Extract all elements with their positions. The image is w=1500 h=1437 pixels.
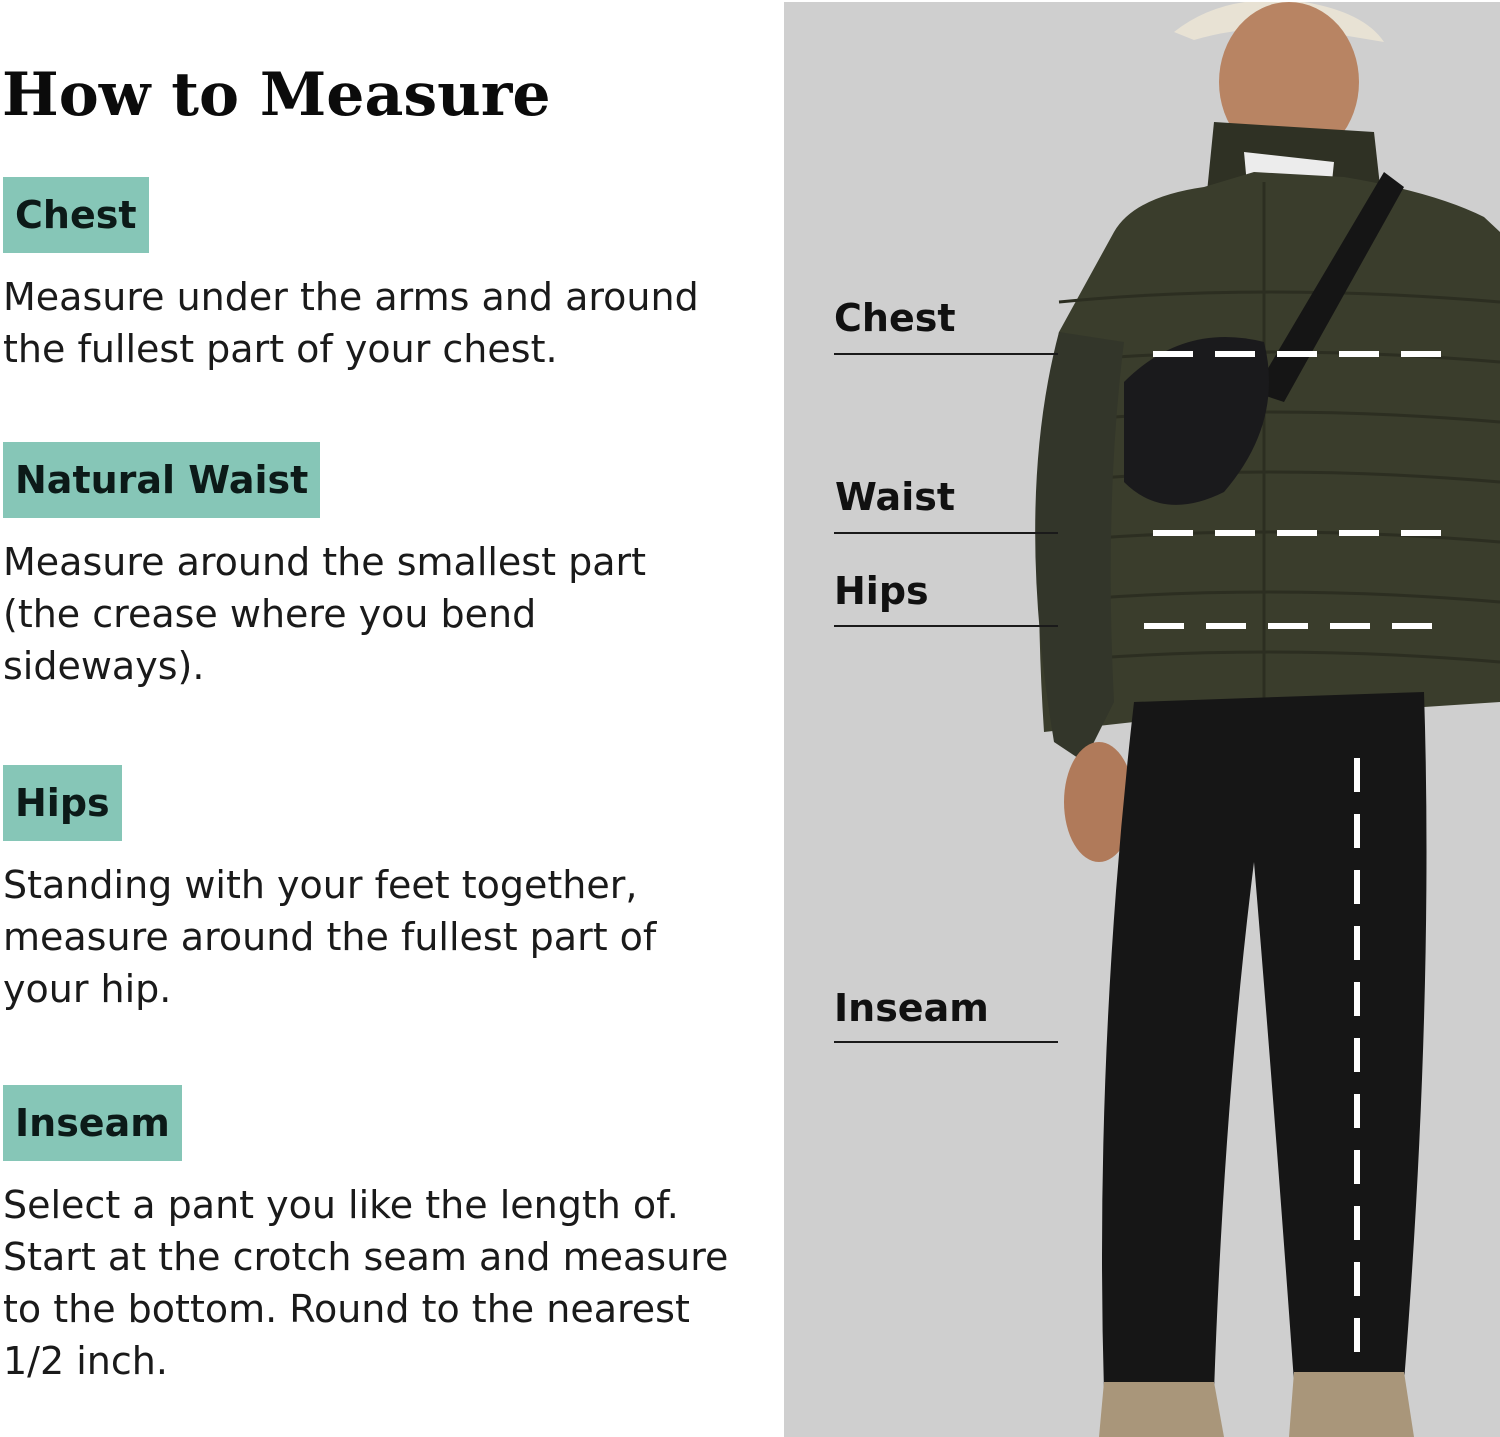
inseam-diagram-label: Inseam — [834, 986, 989, 1030]
hips-badge: Hips — [3, 765, 122, 841]
pants-icon — [1102, 692, 1427, 1392]
natural-waist-description-line: (the crease where you bend — [3, 592, 537, 636]
sleeve-icon — [1035, 332, 1124, 762]
chest-diagram-label: Chest — [834, 296, 956, 340]
label-underlines — [834, 354, 1058, 1042]
inseam-description-line: Start at the crotch seam and measure — [3, 1235, 729, 1279]
chest-description-line: Measure under the arms and around — [3, 275, 699, 319]
hips-description — [3, 859, 763, 1015]
shoe-left-icon — [1099, 1382, 1224, 1437]
model-illustration — [784, 2, 1500, 1437]
natural-waist-description-line: sideways). — [3, 644, 205, 688]
hips-description-line: Standing with your feet together, — [3, 863, 638, 907]
natural-waist-badge: Natural Waist — [3, 442, 320, 518]
inseam-description-line: Select a pant you like the length of. — [3, 1183, 679, 1227]
chest-badge: Chest — [3, 177, 149, 253]
chest-description — [3, 271, 763, 375]
inseam-description-line: to the bottom. Round to the nearest — [3, 1287, 690, 1331]
inseam-badge: Inseam — [3, 1085, 182, 1161]
hips-diagram-label: Hips — [834, 569, 929, 613]
shoe-right-icon — [1289, 1372, 1414, 1437]
chest-description-line: the fullest part of your chest. — [3, 327, 558, 371]
chest-section — [3, 177, 763, 375]
natural-waist-description — [3, 536, 763, 692]
hips-description-line: your hip. — [3, 967, 172, 1011]
natural-waist-description-line: Measure around the smallest part — [3, 540, 647, 584]
hips-description-line: measure around the fullest part of — [3, 915, 657, 959]
inseam-description — [3, 1179, 763, 1387]
measurement-photo-panel — [784, 2, 1500, 1437]
hips-section — [3, 765, 763, 1015]
inseam-description-line: 1/2 inch. — [3, 1339, 168, 1383]
natural-waist-section — [3, 442, 763, 692]
page-title: How to Measure — [2, 60, 551, 130]
waist-diagram-label: Waist — [835, 475, 956, 519]
inseam-section — [3, 1085, 763, 1387]
